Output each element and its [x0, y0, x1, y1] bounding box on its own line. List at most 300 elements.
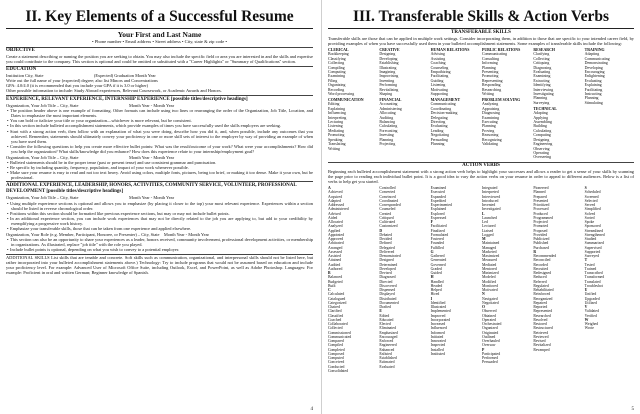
action-verb: Redesigned — [533, 271, 552, 275]
verb-letter-heading: S — [584, 186, 587, 190]
action-verb: Handled — [430, 279, 444, 284]
skill-item: Coordinating — [430, 106, 452, 111]
skill-item: Facilitating — [430, 74, 449, 79]
skill-item: Operating — [533, 150, 549, 155]
action-verb: Improved — [430, 313, 446, 318]
action-verb: Authored — [328, 266, 343, 271]
verb-letter-heading: E — [379, 309, 382, 314]
action-verb: Completed — [328, 347, 345, 352]
skill-item: Evaluating — [584, 78, 602, 83]
action-verb: Oversaw — [481, 343, 496, 348]
action-verb: Finalized — [430, 228, 445, 233]
action-verb: Evaluated — [379, 364, 395, 369]
action-verb: Distributed — [379, 296, 397, 301]
action-verb: Solved — [584, 211, 596, 216]
action-verb: Adapted — [328, 198, 341, 203]
action-verb: Liaised — [481, 228, 494, 233]
skill-item: Translating — [328, 142, 346, 147]
skill-item: Interpreting — [328, 115, 347, 120]
skill-item: Developing — [379, 56, 398, 61]
action-verb: Attained — [328, 258, 342, 263]
verb-letter-heading: A — [328, 186, 331, 190]
education-line: Institution City, State (Expected) Graduation Month Year — [6, 73, 156, 79]
action-verb: Decided — [379, 237, 392, 241]
action-verb: Catalogued — [328, 296, 346, 301]
action-verb: Collected — [328, 326, 343, 331]
skill-item: Designing — [379, 52, 396, 57]
action-verb: Expanded — [430, 194, 446, 199]
bullet-item: • Emphasize your transferable skills, those that can be taken from one experience and applied elsewhere. — [6, 226, 313, 231]
bullet-item: • Start with a strong action verb, then follow with an explanation of what you were doing, describe how you did it, and, when possible, include any outcomes that you achieved. Remember, statements should ultimately convey your proficiency in one or more skill sets of interest to the employer by way of providing an example of when you have used them. — [6, 129, 313, 144]
action-verb: Maintained — [481, 241, 500, 246]
action-verb: Inspected — [430, 343, 446, 348]
skill-item: Calculating — [379, 124, 398, 129]
action-verb: Designed — [379, 258, 394, 263]
action-verb: Corresponded — [379, 203, 401, 207]
action-verb: Managed — [481, 245, 497, 250]
skill-item: Planning — [533, 96, 548, 101]
bullet-item: • Include bullet points is optional, depending on what you wish to convey to a potential employer. — [6, 247, 313, 252]
action-verb: Recommended — [533, 254, 557, 258]
action-verb: Reconciled — [533, 258, 551, 263]
action-verb: Encouraged — [379, 334, 398, 339]
action-verb: Upgraded — [584, 296, 600, 301]
verbs-intro: Beginning each bulleted accomplishment statement with a strong action verb helps to highlight your successes and allows a reader to get a sense of your skills by scanning the page prior to reading each individual bullet point. It is a good idea to vary the action verbs on your resume in order to appeal to different audiences. Below is a list of verbs to help get you started. — [328, 169, 634, 185]
action-verb: Recorded — [533, 262, 548, 267]
objective-text: Create a statement describing or naming the position you are seeking to obtain. You may also include the specific field or area you are interested in and the skills and expertise you could contribute to the company. This section is optional and could be omitted or substituted with a "Career Highlights" or "Summary of Qualifications" section. — [6, 54, 313, 65]
education-heading: EDUCATION — [6, 66, 313, 74]
action-verb: Installed — [430, 347, 444, 352]
page-number: 5 — [631, 407, 634, 412]
action-verb: Scheduled — [584, 190, 601, 195]
action-verb: Composed — [328, 351, 345, 356]
skill-item: Coaching — [430, 61, 446, 66]
action-verb: Governed — [430, 262, 446, 267]
action-verb: Arbitrated — [328, 241, 344, 246]
action-verb: Consolidated — [328, 368, 349, 373]
verb-column — [328, 186, 377, 373]
action-verb: Mediated — [481, 262, 497, 267]
skill-item: Responding — [481, 83, 501, 88]
left-page-title: II. Key Elements of a Successful Resume — [25, 8, 294, 25]
skill-item: Filing — [328, 78, 338, 83]
skill-item: Recognizing — [481, 137, 502, 142]
action-verb: Addressed — [328, 203, 345, 207]
skill-item: Observing — [533, 146, 550, 151]
skills-paragraph: ADDITIONAL SKILLS List skills that are tenable and concrete. Soft skills such as communication, organizational, and interpersonal skills should not be listed here, but rather incorporated into your bulleted accomplishment statements above.) Technology: Try to include programs that would not be assumed based on education and include your proficiency level. For example: Advanced User of Microsoft Office Suite, including Outlook, Excel, and PowerPoint, as well as Adobe Photoshop. Languages: For example: Proficient in oral and written German; Beginner knowledge of Spanish. — [6, 255, 313, 276]
skill-item: Allocating — [379, 111, 396, 116]
action-verb: Headed — [430, 283, 443, 288]
skill-item: Word processing — [328, 91, 355, 96]
skill-item: Explaining — [584, 83, 602, 88]
action-verb: Applied — [328, 228, 341, 233]
right-page-title: III. Transferable Skills & Action Verbs — [352, 8, 610, 25]
action-verb: Implemented — [430, 309, 451, 314]
verb-letter-heading: P — [481, 347, 485, 352]
action-verb: Reinforced — [533, 292, 551, 297]
skill-item: Communicating — [430, 102, 456, 107]
bullet-item: • Positions within this section should be formatted like previous experience sections, but may or may not include bullet points. — [6, 211, 313, 216]
action-verb: Analyzed — [328, 224, 343, 229]
skill-block — [533, 48, 582, 105]
page-number: 4 — [310, 407, 313, 412]
skill-item: Diagnosing — [481, 111, 500, 116]
action-verb: Weighed — [584, 322, 599, 326]
skill-item: Computing — [533, 133, 551, 138]
skill-item: Organizing — [328, 83, 346, 88]
action-verb: Incorporated — [430, 317, 451, 322]
skill-item: Advising — [430, 52, 445, 57]
skill-item: Balancing — [379, 120, 396, 125]
action-verb: Debated — [379, 232, 392, 237]
action-verb: Led — [481, 220, 488, 224]
action-verb: Approved — [328, 237, 344, 241]
skill-item: Adapting — [533, 111, 548, 116]
action-verb: Classified — [328, 313, 344, 318]
action-verb: Provided — [533, 232, 548, 237]
action-verb: Categorized — [328, 300, 347, 305]
skill-item: Collecting — [328, 61, 345, 66]
action-verb: Counseled — [379, 207, 396, 212]
skill-item: Stimulating — [584, 100, 603, 105]
skills-intro: Transferable skills are those that can be applied in multiple work settings. Consider incorporating them, in addition to those that are specific to your intended career field, by providing examples of when you have successfully used them in your bulleted accomplishment statements. Some examples of transferable skills include the following: — [328, 36, 634, 47]
skill-item: Instructing — [584, 91, 602, 96]
skill-category: TRAINING — [584, 47, 605, 52]
action-verb: Advised — [328, 211, 341, 216]
bullet-item: • Bulleted statements should be in the proper tense (past or present tense) and use consistent grammar and punctuation. — [6, 160, 313, 165]
action-verb: Guided — [430, 271, 442, 275]
action-verb: Established — [379, 356, 397, 360]
action-verb: Explored — [430, 211, 445, 216]
verb-letter-heading: I — [430, 296, 433, 301]
transferable-skills-heading: TRANSFERABLE SKILLS — [451, 30, 511, 35]
action-verb: Instituted — [430, 351, 445, 356]
objective-heading: OBJECTIVE — [6, 47, 313, 55]
action-verb: Informed — [430, 330, 445, 335]
skill-item: Projecting — [379, 142, 396, 147]
action-verb: Experimented — [430, 203, 452, 207]
action-verb: Gathered — [430, 254, 445, 258]
experience-role: Organization, Your Job Title – City, State Month Year - Month Year — [6, 154, 175, 160]
action-verb: Cultivated — [379, 220, 396, 224]
skill-item: Assembling — [533, 120, 552, 125]
skill-item: Evaluating — [533, 69, 551, 74]
skill-item: Accounting — [379, 102, 398, 107]
resume-contact: • Phone number • Email address • Street address • City, state & zip code • — [91, 39, 228, 44]
skill-item: Critiquing — [533, 61, 550, 66]
action-verb: Created — [379, 211, 392, 216]
action-verb: Illustrated — [430, 305, 447, 309]
action-verb: Developed — [379, 266, 396, 271]
action-verb: Originated — [481, 330, 499, 335]
verb-letter-heading: U — [584, 288, 588, 292]
action-verb: Drafted — [379, 305, 391, 309]
action-verb: Enhanced — [379, 347, 395, 352]
skill-item: Developing — [584, 65, 603, 70]
action-verb: Defined — [379, 241, 392, 246]
action-verb: Identified — [430, 300, 446, 305]
skill-item: Bookkeeping — [328, 52, 349, 57]
action-verb: Processed — [533, 207, 549, 212]
education-line: Other possible information to include: Study Abroad experiences, Relevant Coursework, or Academic Awards and Honors. — [6, 88, 222, 94]
skill-item: Executing — [481, 120, 498, 125]
action-verb: Orchestrated — [481, 322, 502, 326]
action-verb: Spoke — [584, 220, 595, 224]
action-verb: Supervised — [584, 245, 602, 250]
action-verb: Streamlined — [584, 228, 604, 233]
skill-item: Planning — [481, 65, 496, 70]
action-verb: Observed — [481, 309, 497, 314]
skill-block — [328, 98, 377, 151]
verb-letter-heading: L — [481, 211, 485, 216]
action-verb: Calculated — [328, 292, 345, 297]
skill-item: Lecturing — [328, 120, 344, 125]
action-verb: Restructured — [533, 326, 553, 331]
skill-column — [328, 48, 377, 160]
skill-item: Recording — [328, 87, 345, 92]
skill-item: Examining — [481, 115, 500, 120]
action-verb: Outlined — [481, 334, 496, 339]
action-verb: Assisted — [328, 254, 341, 258]
verb-column — [431, 186, 480, 373]
verb-letter-heading: R — [533, 249, 537, 254]
action-verb: Presented — [533, 198, 549, 203]
skill-item: Building — [533, 124, 547, 129]
skill-item: Encouraging — [584, 69, 605, 74]
skill-category: MANAGEMENT — [430, 97, 461, 102]
action-verb: Utilized — [584, 300, 597, 305]
verb-letter-heading: T — [584, 258, 588, 263]
skill-item: Collecting — [533, 56, 550, 61]
skill-item: Negotiating — [430, 133, 450, 138]
verb-letter-heading: N — [481, 292, 485, 297]
action-verb: Arranged — [328, 245, 343, 250]
skill-item: Adapting — [584, 52, 600, 57]
verb-letter-heading: O — [481, 305, 485, 309]
skill-block — [431, 48, 480, 97]
action-verb: Documented — [379, 300, 399, 305]
skill-item: Administering — [379, 106, 402, 111]
action-verb: Summarized — [584, 241, 604, 246]
action-verb: Clarified — [328, 309, 342, 314]
action-verb: Budgeted — [328, 279, 343, 284]
action-verb: Administered — [328, 207, 349, 212]
action-verb: Enforced — [379, 339, 394, 343]
verb-letter-heading: C — [328, 288, 331, 292]
action-verb: Revitalized — [533, 343, 551, 348]
skill-category: PUBLIC RELATIONS — [481, 47, 521, 52]
action-verb: Coordinated — [379, 198, 399, 203]
skill-block — [328, 48, 377, 97]
action-verb: Eliminated — [379, 326, 396, 331]
skill-category: TECHNICAL — [533, 106, 557, 111]
action-verb: Hired — [430, 292, 440, 297]
action-verb: Represented — [533, 309, 553, 314]
skill-item: Improvising — [379, 74, 399, 79]
action-verb: Audited — [328, 262, 341, 267]
skill-item: Researching — [481, 87, 502, 92]
skill-category: HUMAN RELATIONS — [430, 47, 470, 52]
skill-item: Communicating — [481, 52, 508, 57]
verb-letter-heading: D — [379, 228, 383, 233]
skill-block — [431, 98, 480, 147]
skill-item: Diagnosing — [533, 65, 552, 70]
skill-item: Planning — [379, 137, 394, 142]
action-verb: Produced — [533, 211, 548, 216]
experience-heading: EXPERIENCE, RELEVANT EXPERIENCE, INTERNSHIP EXPERIENCE [possible titles/descriptive headings] — [6, 95, 313, 103]
verb-letter-heading: G — [430, 249, 434, 254]
action-verb: Modified — [481, 279, 497, 284]
skill-column — [482, 48, 531, 160]
skill-block — [379, 48, 428, 97]
action-verb: Prepared — [533, 194, 547, 199]
skill-item: Supporting — [430, 91, 448, 96]
bullet-item: • Be specific by including quantity, frequency, population, and impact of your work whenever possible. — [6, 165, 313, 170]
skill-item: Decision-making — [430, 111, 458, 116]
skill-item: Motivating — [430, 87, 448, 92]
skill-item: Promoting — [481, 74, 499, 79]
action-verb: Referred — [533, 279, 547, 284]
action-verb: Repaired — [533, 300, 548, 305]
skill-item: Assisting — [430, 56, 446, 61]
skill-category: CLERICAL — [328, 47, 349, 52]
experience-role: Organization, Your Job Title – City, State Month Year - Month Year — [6, 103, 175, 109]
action-verb: Programmed — [533, 215, 553, 220]
action-verb: Aided — [328, 215, 338, 220]
action-verb: Persuaded — [481, 360, 498, 365]
skill-item: Designing — [533, 137, 550, 142]
action-verb: Commissioned — [328, 330, 351, 335]
action-verb: Educated — [379, 317, 394, 322]
action-verb: Publicized — [533, 237, 550, 241]
skill-grid — [328, 48, 634, 160]
verb-letter-heading: B — [328, 271, 331, 275]
education-line: GPA: 4.0/4.0 (it is recommended that you include your GPA if it is 3.0 or higher) — [6, 83, 149, 89]
title-divider — [6, 28, 313, 29]
action-verb: Generated — [430, 258, 447, 263]
action-verb: Devised — [379, 271, 392, 275]
skill-item: Speaking — [328, 137, 343, 142]
action-verb: Coached — [328, 317, 342, 322]
skill-item: Examining — [328, 74, 346, 79]
skill-category: RESEARCH — [533, 47, 555, 52]
skill-item: Planning — [481, 124, 496, 129]
skill-item: Appraising — [481, 106, 500, 111]
skill-item: Counseling — [430, 65, 449, 70]
action-verb: Interviewed — [481, 194, 501, 199]
skill-item: Delegating — [430, 115, 448, 120]
action-verb: Facilitated — [430, 224, 447, 229]
action-verb: Explained — [430, 207, 447, 212]
action-verb: Displayed — [379, 292, 395, 297]
action-verb: Revamped — [533, 347, 550, 352]
skill-item: Overseeing — [533, 155, 552, 160]
action-verb: Navigated — [481, 296, 498, 301]
action-verb: Executed — [430, 190, 445, 195]
skill-item: Directing — [430, 120, 446, 125]
action-verb: Lectured — [481, 224, 496, 229]
action-verb: Sorted — [584, 215, 595, 220]
skill-item: Shaping — [379, 91, 393, 96]
action-verb: Built — [328, 283, 336, 288]
action-verb: Purchased — [533, 245, 549, 250]
action-verb: Allocated — [328, 220, 343, 224]
action-verb: Validated — [584, 309, 599, 314]
skill-item: Informing — [481, 61, 498, 66]
action-verb: Obtained — [481, 313, 496, 318]
verb-letter-heading: V — [584, 305, 588, 309]
action-verb: Troubleshot — [584, 283, 603, 288]
action-verb: Researched — [533, 313, 551, 318]
skill-item: Listening — [430, 83, 446, 88]
action-verb: Interpreted — [481, 190, 499, 195]
action-verb: Introduced — [481, 198, 499, 203]
skill-column — [533, 48, 582, 160]
action-verb: Integrated — [481, 186, 498, 190]
action-verb: Studied — [584, 237, 597, 241]
action-verb: Unified — [584, 292, 597, 297]
skill-block — [533, 107, 582, 160]
skill-item: Empathizing — [430, 69, 451, 74]
action-verb: Estimated — [379, 360, 395, 365]
skill-item: Writing — [481, 91, 494, 96]
action-verb: Pioneered — [533, 186, 549, 190]
action-verb: Investigated — [481, 207, 501, 212]
skill-item: Influencing — [328, 111, 346, 116]
skill-item: Demonstrating — [584, 61, 608, 66]
skill-item: Revitalizing — [379, 87, 399, 92]
action-verb: Balanced — [328, 275, 343, 280]
action-verb: Computed — [328, 356, 344, 360]
skill-item: Planning — [430, 142, 445, 147]
action-verb: Promoted — [533, 224, 549, 229]
action-verb: Directed — [379, 279, 393, 284]
additional-role: Organization, Your Role (e.g. Member, Participant, Honoree, or Presenter) – City, State Month Year - Month Year — [6, 231, 209, 237]
action-verb: Appointed — [328, 232, 345, 237]
action-verb: Translated — [584, 279, 601, 284]
additional-role: Organization, Your Job Title – City, State Month Year - Month Year — [6, 195, 175, 201]
action-verb: Logged — [481, 232, 494, 237]
skill-item: Clarifying — [533, 52, 550, 57]
verb-letter-heading: F — [430, 220, 433, 224]
action-verb: Initiated — [430, 334, 444, 339]
action-verb: Increased — [430, 322, 446, 326]
action-verb: Communicated — [328, 334, 352, 339]
experience-bullets — [6, 160, 313, 180]
action-verb: Measured — [481, 258, 497, 263]
skill-item: Representing — [481, 78, 503, 83]
action-verb: Restored — [533, 322, 547, 326]
action-verb: Engineered — [379, 343, 397, 348]
action-verb: Rehabilitated — [533, 288, 554, 292]
action-verb: Published — [533, 241, 549, 246]
action-verb: Served — [584, 203, 596, 207]
bullet-item: • In this section include bulleted accomplishment statements, which provide examples of times you have successfully used the skills employers are seeking. — [6, 123, 313, 128]
left-page — [0, 0, 319, 414]
action-verb: Operated — [481, 317, 496, 322]
skill-item: Proving — [481, 128, 495, 133]
action-verb: Minimized — [481, 271, 499, 275]
skill-block — [379, 98, 428, 147]
action-verb: Overhauled — [481, 339, 500, 343]
skill-item: Facilitating — [584, 87, 603, 92]
action-verb: Simplified — [584, 207, 601, 212]
action-verb: Reduced — [533, 275, 547, 280]
action-verb: Prioritized — [533, 203, 550, 207]
skill-item: Forecasting — [379, 128, 398, 133]
skill-item: Writing — [328, 146, 340, 151]
action-verb: Demonstrated — [379, 254, 401, 258]
